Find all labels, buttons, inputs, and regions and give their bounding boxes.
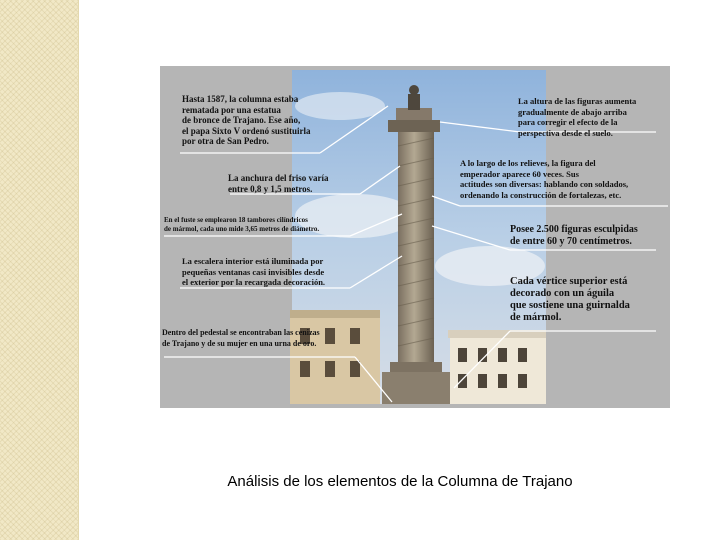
annotation-emperor-appearances: A lo largo de los relieves, la figura del emperador aparece 60 veces. Sus actitudes son diversas: hablando con soldados, ordenando la construcción de fortalezas, etc.: [460, 158, 629, 200]
annotation-marble-drums: En el fuste se emplearon 18 tambores cilíndricos de mármol, cada uno mide 3,65 metros de diámetro.: [164, 216, 320, 233]
figure-caption: Análisis de los elementos de la Columna de Trajano: [227, 473, 573, 490]
column-analysis-image: [160, 66, 670, 408]
annotation-sculpted-figures: Posee 2.500 figuras esculpidas de entre 60 y 70 centímetros.: [510, 224, 638, 247]
annotation-figure-height: La altura de las figuras aumenta gradualmente de abajo arriba para corregir el efecto de la perspectiva desde el suelo.: [518, 96, 637, 138]
annotation-interior-staircase: La escalera interior está iluminada por pequeñas ventanas casi invisibles desde el exterior por la recargada decoración.: [182, 256, 326, 287]
annotation-eagle-vertices: Cada vértice superior está decorado con un águila que sostiene una guirnalda de mármol.: [510, 276, 630, 323]
annotation-pedestal-ashes: Dentro del pedestal se encontraban las cenizas de Trajano y de su mujer en una urna de oro.: [162, 328, 320, 348]
decorative-side-strip: [0, 0, 79, 540]
annotation-original-statue: Hasta 1587, la columna estaba rematada por una estatua de bronce de Trajano. Ese año, el papa Sixto V ordenó sustituirla por otra de San Pedro.: [182, 94, 311, 146]
annotation-frieze-width: La anchura del friso varía entre 0,8 y 1,5 metros.: [228, 173, 329, 194]
